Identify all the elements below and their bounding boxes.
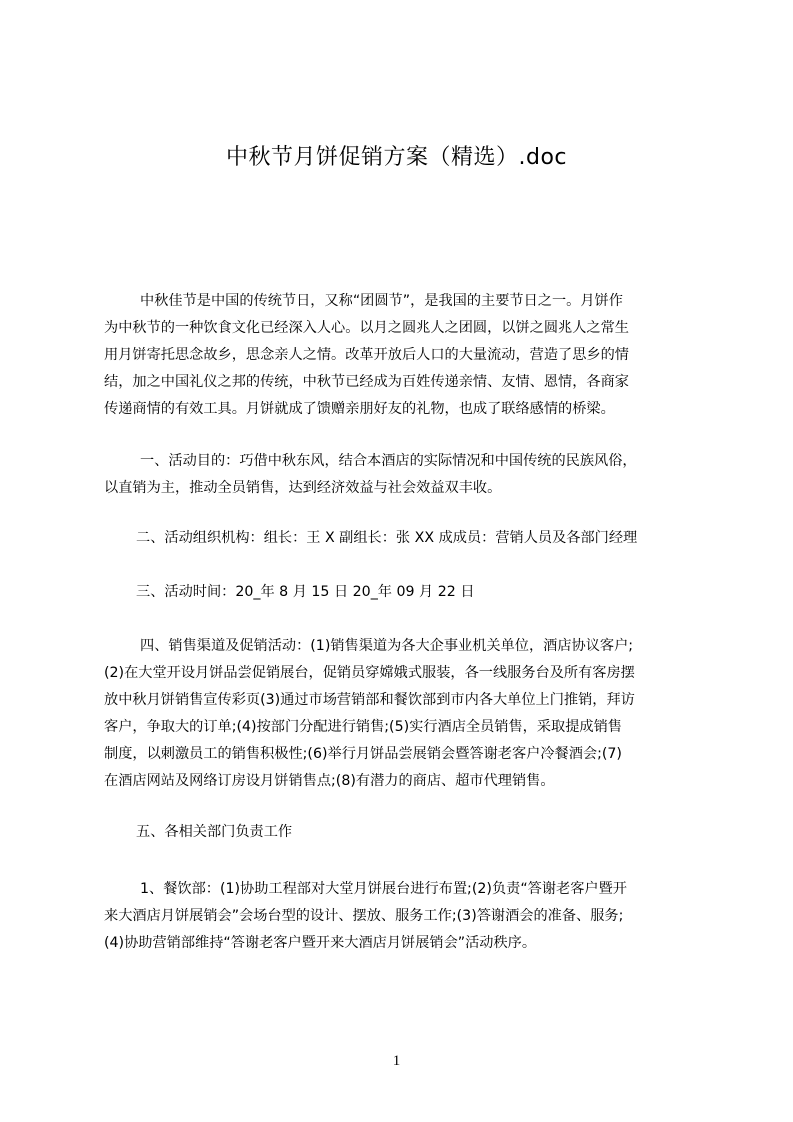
paragraph-line: 客户，争取大的订单;(4)按部门分配进行销售;(5)实行酒店全员销售，采取提成销售	[104, 719, 622, 735]
page-number: 1	[392, 1053, 401, 1069]
section-1-paragraph	[104, 448, 714, 502]
paragraph-line: (2)在大堂开设月饼品尝促销展台，促销员穿嫦娥式服装，各一线服务台及所有客房摆	[104, 665, 635, 681]
paragraph-line: 五、各相关部门负责工作	[136, 824, 293, 840]
paragraph-line: 来大酒店月饼展销会”会场台型的设计、摆放、服务工作;(3)答谢酒会的准备、服务;	[104, 908, 624, 924]
paragraph-line: (4)协助营销部维持“答谢老客户暨开来大酒店月饼展销会”活动秩序。	[104, 935, 537, 951]
intro-paragraph	[104, 288, 714, 423]
paragraph-line: 放中秋月饼销售宣传彩页(3)通过市场营销部和餐饮部到市内各大单位上门推销，拜访	[104, 692, 635, 708]
section-5-1-paragraph	[104, 876, 714, 957]
paragraph-line: 四、销售渠道及促销活动：(1)销售渠道为各大企事业机关单位，酒店协议客户;	[140, 638, 634, 654]
paragraph-line: 结，加之中国礼仪之邦的传统，中秋节已经成为百姓传递亲情、友情、恩情，各商家	[104, 374, 629, 390]
section-2-paragraph	[104, 525, 714, 552]
paragraph-line: 1、餐饮部：(1)协助工程部对大堂月饼展台进行布置;(2)负责“答谢老客户暨开	[140, 881, 627, 897]
paragraph-line: 二、活动组织机构：组长：王 X 副组长：张 XX 成成员：营销人员及各部门经理	[136, 530, 638, 546]
section-5-heading	[104, 819, 714, 846]
paragraph-line: 三、活动时间：20_年 8 月 15 日 20_年 09 月 22 日	[136, 584, 475, 600]
document-title: 中秋节月饼促销方案（精选）.doc	[225, 145, 567, 170]
paragraph-line: 为中秋节的一种饮食文化已经深入人心。以月之圆兆人之团圆，以饼之圆兆人之常生	[104, 320, 629, 336]
paragraph-line: 在酒店网站及网络订房设月饼销售点;(8)有潜力的商店、超市代理销售。	[104, 773, 555, 789]
section-4-paragraph	[104, 633, 714, 795]
paragraph-line: 用月饼寄托思念故乡，思念亲人之情。改革开放后人口的大量流动，营造了思乡的情	[104, 347, 629, 363]
paragraph-line: 一、活动目的：巧借中秋东风，结合本酒店的实际情况和中国传统的民族风俗，	[140, 453, 637, 469]
paragraph-line: 制度，以刺激员工的销售积极性;(6)举行月饼品尝展销会暨答谢老客户冷餐酒会;(7)	[104, 746, 622, 762]
paragraph-line: 传递商情的有效工具。月饼就成了馈赠亲朋好友的礼物，也成了联络感情的桥梁。	[104, 401, 615, 417]
paragraph-line: 中秋佳节是中国的传统节日，又称“团圆节”，是我国的主要节日之一。月饼作	[140, 293, 623, 309]
section-3-paragraph	[104, 579, 714, 606]
paragraph-line: 以直销为主，推动全员销售，达到经济效益与社会效益双丰收。	[104, 480, 502, 496]
